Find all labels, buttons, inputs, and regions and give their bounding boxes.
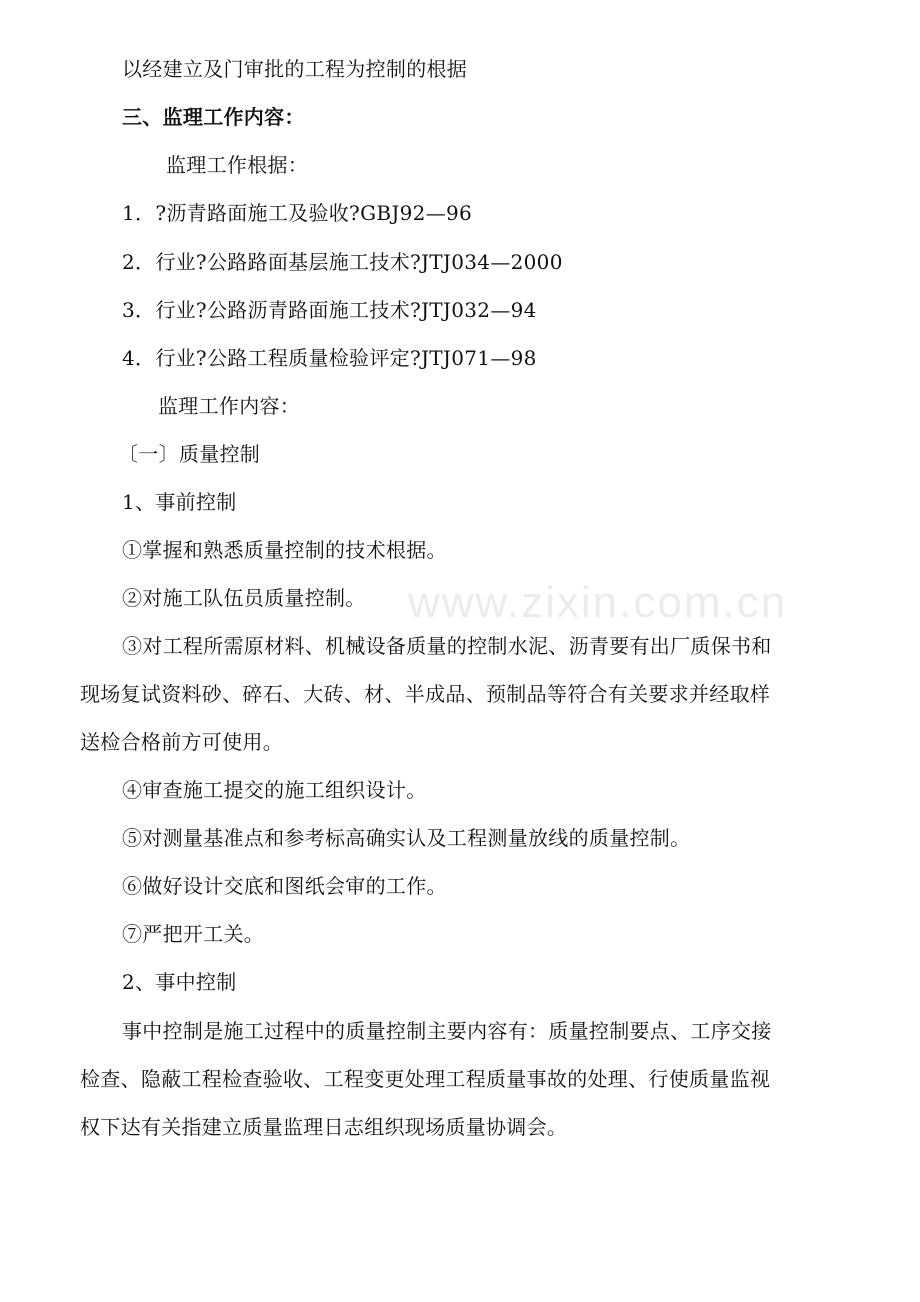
subheading: 1、事前控制: [122, 490, 237, 514]
watermark: www.zixin.com.cn: [408, 578, 788, 627]
list-item: ①掌握和熟悉质量控制的技术根据。: [122, 538, 447, 562]
list-item: 4．行业?公路工程质量检验评定?JTJ071—98: [122, 346, 537, 370]
paragraph-line: 现场复试资料砂、碎石、大砖、材、半成品、预制品等符合有关要求并经取样: [80, 682, 771, 706]
list-item: 1．?沥青路面施工及验收?GBJ92—96: [122, 201, 473, 225]
paragraph-line: 权下达有关指建立质量监理日志组织现场质量协调会。: [80, 1115, 568, 1139]
list-item: 3．行业?公路沥青路面施工技术?JTJ032—94: [122, 298, 537, 322]
text-line: 以经建立及门审批的工程为控制的根据: [122, 57, 468, 81]
list-item: ②对施工队伍员质量控制。: [122, 586, 366, 610]
section-heading: 三、监理工作内容：: [122, 105, 305, 129]
list-item: ⑥做好设计交底和图纸会审的工作。: [122, 874, 447, 898]
list-item: 2．行业?公路路面基层施工技术?JTJ034—2000: [122, 250, 563, 274]
subheading: 监理工作内容：: [158, 394, 301, 418]
list-item: ⑤对测量基准点和参考标高确实认及工程测量放线的质量控制。: [122, 826, 691, 850]
paragraph-line: ③对工程所需原材料、机械设备质量的控制水泥、沥青要有出厂质保书和: [122, 634, 772, 658]
list-item: ⑦严把开工关。: [122, 922, 265, 946]
paragraph-line: 事中控制是施工过程中的质量控制主要内容有：质量控制要点、工序交接: [122, 1019, 772, 1043]
subheading: 监理工作根据：: [166, 153, 309, 177]
subheading: 〔一〕质量控制: [118, 442, 261, 466]
paragraph-line: 送检合格前方可使用。: [80, 730, 283, 754]
paragraph-line: 检查、隐蔽工程检查验收、工程变更处理工程质量事故的处理、行使质量监视: [80, 1067, 771, 1091]
subheading: 2、事中控制: [122, 970, 237, 994]
list-item: ④审查施工提交的施工组织设计。: [122, 778, 427, 802]
